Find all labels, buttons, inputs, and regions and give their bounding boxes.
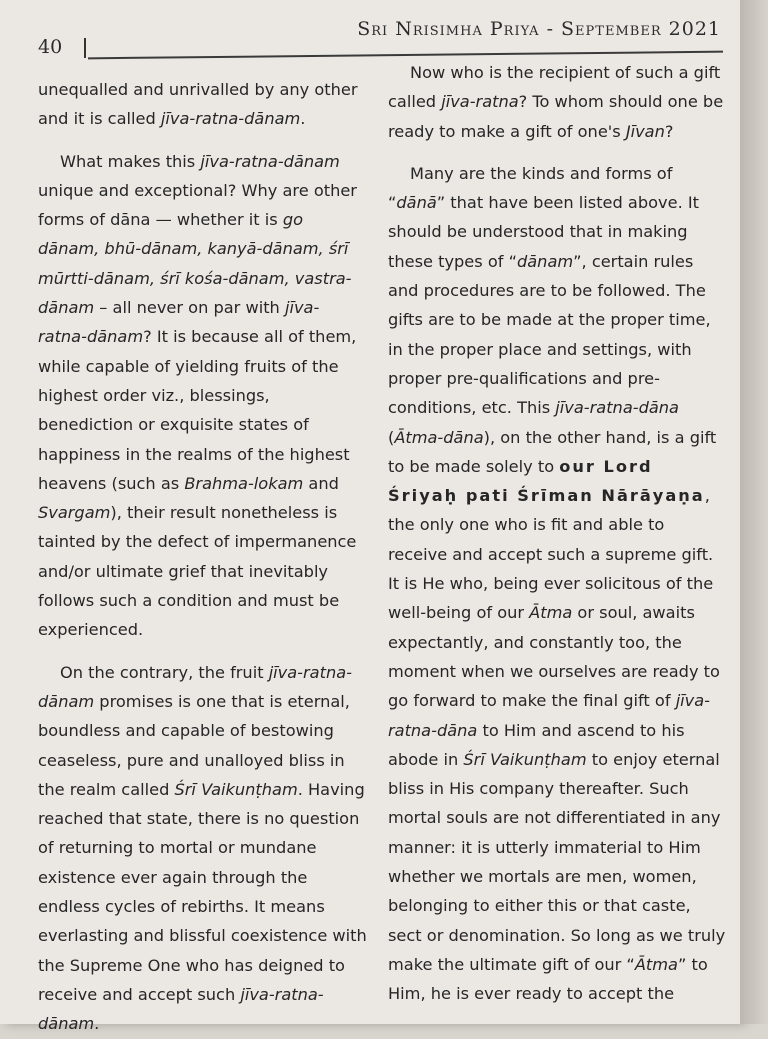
header-divider-bar: [84, 38, 86, 58]
page-header: [38, 18, 723, 58]
paragraph: What makes this jīva-ratna-dānam unique and exceptional? Why are other forms of dāna — whether it is go dānam, bhū-dānam, kanyā-dānam, śrī mūrtti-dānam, śrī kośa-dānam, vastra-dānam – all never on par with jīva-ratna-dānam? It is because all of them, while capable of yielding fruits of the highest order viz., blessings, benediction or exquisite states of happiness in the realms of the highest heavens (such as Brahma-lokam and Svargam), their result nonetheless is tainted by the defect of impermanence and/or ultimate grief that inevitably follows such a condition and must be experienced.: [38, 151, 357, 640]
right-column: [388, 58, 726, 1009]
paragraph: unequalled and unrivalled by any other and it is called jīva-ratna-dānam.: [38, 80, 358, 129]
paragraph: Now who is the recipient of such a gift called jīva-ratna? To whom should one be ready to make a gift of one's Jīvan?: [388, 63, 724, 141]
left-column: [38, 75, 368, 1039]
journal-title: Sri Nrisimha Priya - September 2021: [357, 18, 721, 40]
page-number: 40: [38, 36, 63, 58]
paragraph: Many are the kinds and forms of “dānā” that have been listed above. It should be understood that in making these types of “dānam”, certain rules and procedures are to be followed. The gifts are to be made at the proper time, in the proper place and settings, with proper pre-qualifications and pre-conditions, etc. This jīva-ratna-dāna (Ātma-dāna), on the other hand, is a gift to be made solely to our Lord Śriyaḥ pati Śrīman Nārāyaṇa, the only one who is fit and able to receive and accept such a supreme gift. It is He who, being ever solicitous of the well-being of our Ātma or soul, awaits expectantly, and constantly too, the moment when we ourselves are ready to go forward to make the final gift of jīva-ratna-dāna to Him and ascend to his abode in Śrī Vaikunṭham to enjoy eternal bliss in His company thereafter. Such mortal souls are not differentiated in any manner: it is utterly immaterial to Him whether we mortals are men, women, belonging to either this or that caste, sect or denomination. So long as we truly make the ultimate gift of our “Ātma” to Him, he is ever ready to accept the: [388, 163, 726, 1004]
paragraph: On the contrary, the fruit jīva-ratna-dānam promises is one that is eternal, boundless and capable of bestowing ceaseless, pure and unalloyed bliss in the realm called Śrī Vaikunṭham. Having reached that state, there is no question of returning to mortal or mundane existence ever again through the endless cycles of rebirths. It means everlasting and blissful coexistence with the Supreme One who has deigned to receive and accept such jīva-ratna-dānam.: [38, 662, 367, 1034]
binding-gutter: [740, 0, 768, 1024]
